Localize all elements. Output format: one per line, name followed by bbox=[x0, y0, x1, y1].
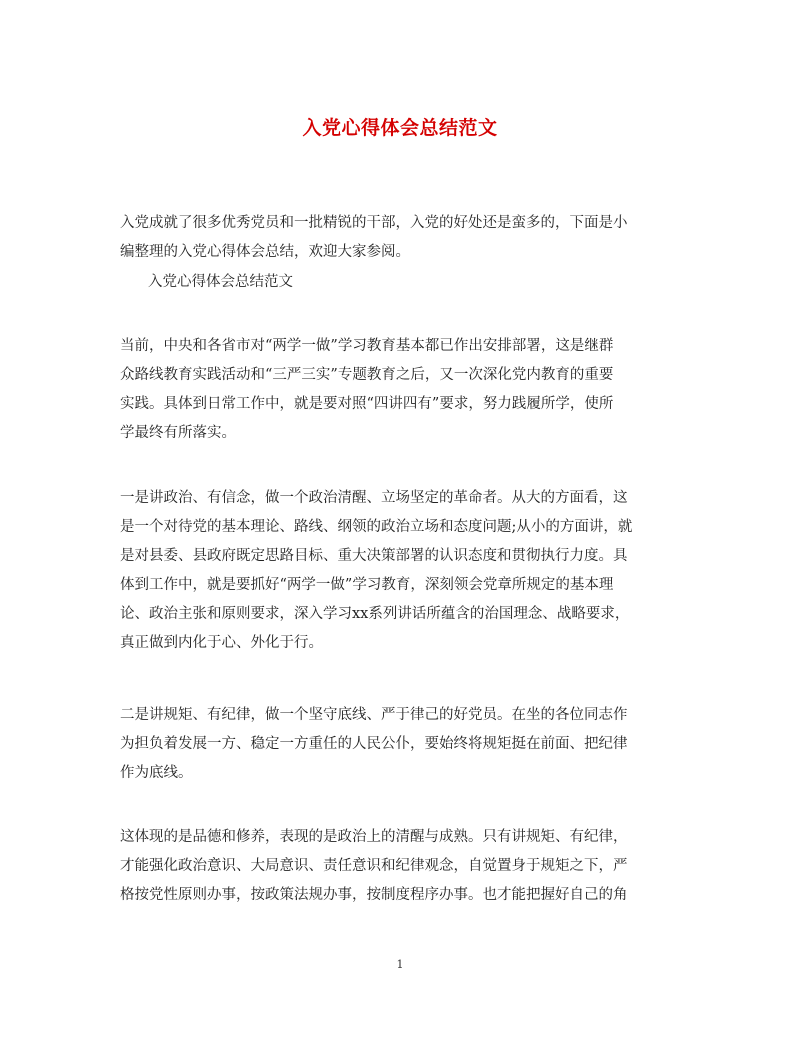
text-line: 为担负着发展一方、稳定一方重任的人民公仆，要始终将规矩挺在前面、把纪律 bbox=[120, 736, 628, 752]
text-line: 编整理的入党心得体会总结，欢迎大家参阅。 bbox=[120, 244, 410, 260]
paragraph-3 bbox=[120, 701, 685, 788]
text-line: 格按党性原则办事，按政策法规办事，按制度程序办事。也才能把握好自己的角 bbox=[120, 887, 628, 903]
text-line: 众路线教育实践活动和“三严三实”专题教育之后，又一次深化党内教育的重要 bbox=[120, 367, 614, 383]
document-subtitle: 入党心得体会总结范文 bbox=[148, 274, 293, 290]
paragraph-4 bbox=[120, 823, 685, 910]
text-line: 是对县委、县政府既定思路目标、重大决策部署的认识态度和贯彻执行力度。具 bbox=[120, 548, 628, 564]
text-line: 学最终有所落实。 bbox=[120, 425, 236, 441]
text-line: 论、政治主张和原则要求，深入学习xx系列讲话所蕴含的治国理念、战略要求， bbox=[120, 606, 630, 622]
text-line: 一是讲政治、有信念，做一个政治清醒、立场坚定的革命者。从大的方面看，这 bbox=[120, 490, 628, 506]
paragraph-1 bbox=[120, 332, 685, 448]
text-line: 这体现的是品德和修养，表现的是政治上的清醒与成熟。只有讲规矩、有纪律， bbox=[120, 829, 628, 845]
text-line: 当前，中央和各省市对“两学一做”学习教育基本都已作出安排部署，这是继群 bbox=[120, 338, 614, 354]
text-line: 实践。具体到日常工作中，就是要对照“四讲四有”要求，努力践履所学，使所 bbox=[120, 396, 614, 412]
text-line: 体到工作中，就是要抓好“两学一做”学习教育，深刻领会党章所规定的基本理 bbox=[120, 577, 614, 593]
text-line: 入党成就了很多优秀党员和一批精锐的干部，入党的好处还是蛮多的，下面是小 bbox=[120, 215, 628, 231]
text-line: 作为底线。 bbox=[120, 765, 193, 781]
text-line: 才能强化政治意识、大局意识、责任意识和纪律观念，自觉置身于规矩之下，严 bbox=[120, 858, 628, 874]
intro-paragraph bbox=[120, 209, 685, 267]
document-title: 入党心得体会总结范文 bbox=[302, 117, 498, 139]
text-line: 真正做到内化于心、外化于行。 bbox=[120, 635, 323, 651]
text-line: 是一个对待党的基本理论、路线、纲领的政治立场和态度问题;从小的方面讲，就 bbox=[120, 519, 633, 535]
page-number: 1 bbox=[396, 958, 404, 971]
text-line: 二是讲规矩、有纪律，做一个坚守底线、严于律己的好党员。在坐的各位同志作 bbox=[120, 707, 628, 723]
paragraph-2 bbox=[120, 484, 685, 658]
